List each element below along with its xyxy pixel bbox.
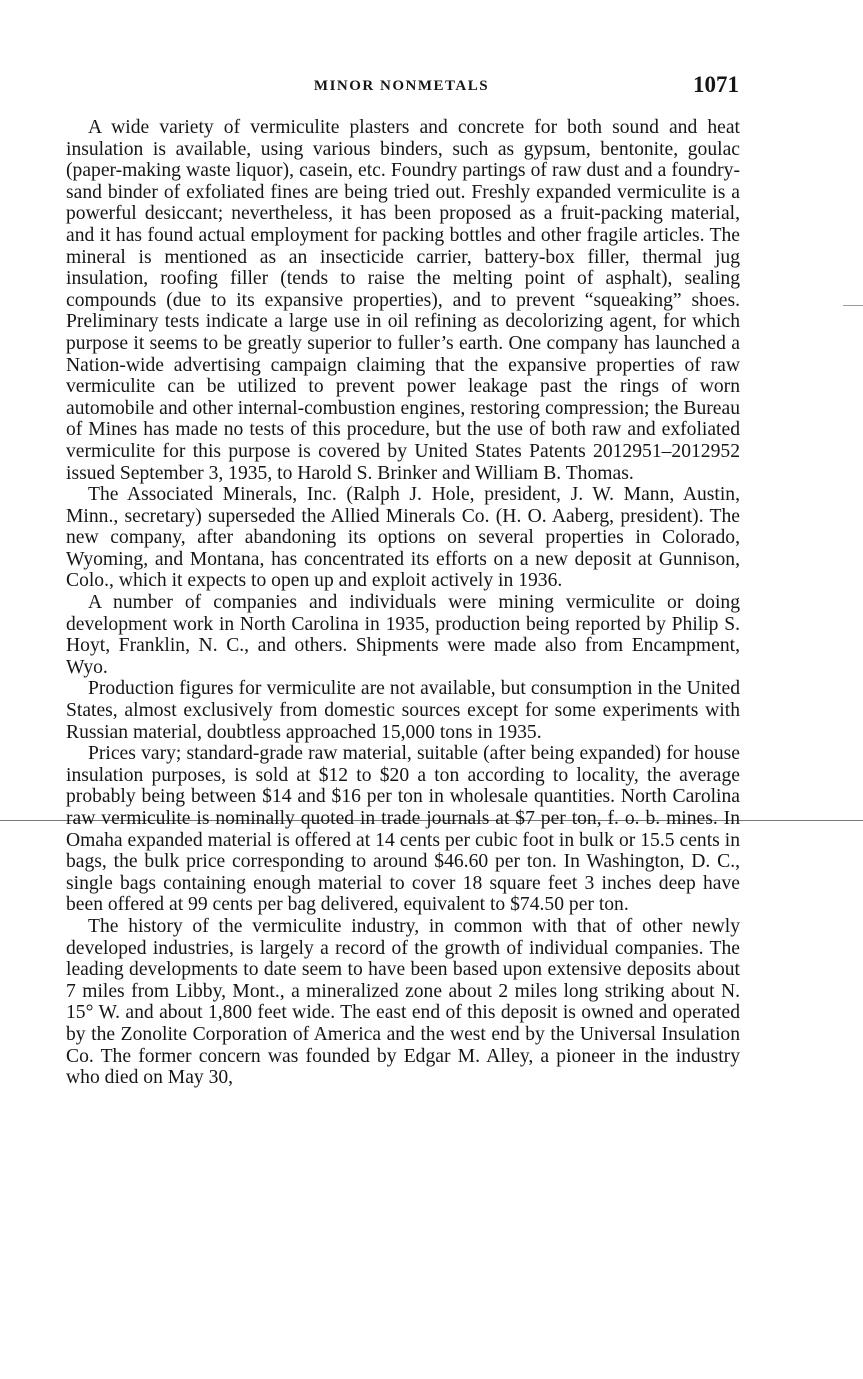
- paragraph-associated-minerals: The Associated Minerals, Inc. (Ralph J. Hole, president, J. W. Mann, Austin, Minn., secretary) superseded the Allied Minerals Co. (H. O. Aaberg, president). The new company, after abandoning its options on several properties in Colorado, Wyoming, and Montana, has concentrated its efforts on a new deposit at Gunnison, Colo., which it expects to open up and exploit actively in 1936.: [66, 484, 740, 592]
- paragraph-uses: A wide variety of vermiculite plasters and concrete for both sound and heat insulation is available, using various binders, such as gypsum, bentonite, goulac (paper-making waste liquor), casein, etc. Foundry partings of raw dust and a foundry-sand binder of exfoliated fines are being tried out. Freshly expanded vermiculite is a powerful desiccant; nevertheless, it has been proposed as a fruit-packing material, and it has found actual employment for packing bottles and other fragile articles. The mineral is mentioned as an insecticide carrier, battery-box filler, thermal jug insulation, roofing filler (tends to raise the melting point of asphalt), sealing compounds (due to its expansive properties), and to prevent “squeaking” shoes. Preliminary tests indicate a large use in oil refining as decolorizing agent, for which purpose it seems to be greatly superior to fuller’s earth. One company has launched a Nation-wide advertising campaign claiming that the expansive properties of raw vermiculite can be utilized to prevent power leakage past the rings of worn automobile and other internal-combustion engines, restoring compression; the Bureau of Mines has made no tests of this procedure, but the use of both raw and exfoliated vermiculite for this purpose is covered by United States Patents 2012951–2012952 issued September 3, 1935, to Harold S. Brinker and William B. Thomas.: [66, 117, 740, 484]
- running-title: MINOR NONMETALS: [313, 78, 490, 94]
- body-text: [66, 117, 740, 1089]
- paragraph-production: Production figures for vermiculite are not available, but consumption in the United States, almost exclusively from domestic sources except for some experiments with Russian material, doubtless approached 15,000 tons in 1935.: [66, 678, 740, 743]
- paragraph-north-carolina: A number of companies and individuals were mining vermiculite or doing development work in North Carolina in 1935, production being reported by Philip S. Hoyt, Franklin, N. C., and others. Shipments were made also from Encampment, Wyo.: [66, 592, 740, 678]
- scan-edge-line: [843, 305, 863, 306]
- page-number: 1071: [693, 72, 739, 97]
- running-header: [64, 72, 739, 102]
- paragraph-history: The history of the vermiculite industry, in common with that of other newly developed industries, is largely a record of the growth of individual companies. The leading developments to date seem to have been based upon extensive deposits about 7 miles from Libby, Mont., a mineralized zone about 2 miles long striking about N. 15° W. and about 1,800 feet wide. The east end of this deposit is owned and operated by the Zonolite Corporation of America and the west end by the Universal Insulation Co. The former concern was founded by Edgar M. Alley, a pioneer in the industry who died on May 30,: [66, 915, 740, 1089]
- paragraph-prices: Prices vary; standard-grade raw material, suitable (after being expanded) for house insulation purposes, is sold at $12 to $20 a ton according to locality, the average probably being between $14 and $16 per ton in wholesale quantities. North Carolina raw vermiculite is nominally quoted in trade journals at $7 per ton, f. o. b. mines. In Omaha expanded material is offered at 14 cents per cubic foot in bulk or 15.5 cents in bags, the bulk price corresponding to around $46.60 per ton. In Washington, D. C., single bags containing enough material to cover 18 square feet 3 inches deep have been offered at 99 cents per bag delivered, equivalent to $74.50 per ton.: [66, 743, 740, 916]
